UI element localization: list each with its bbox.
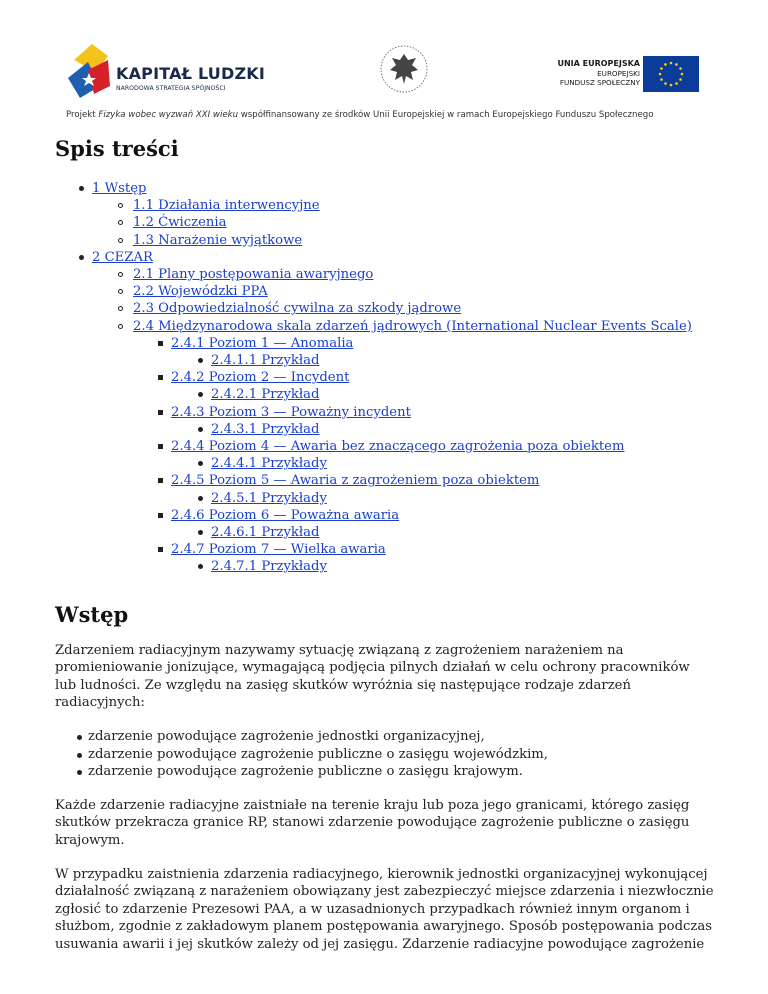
toc-item bbox=[55, 335, 715, 352]
bullet-icon bbox=[198, 530, 203, 535]
toc-link[interactable]: 2.4.6 Poziom 6 — Poważna awaria bbox=[171, 507, 400, 523]
event-type-list bbox=[55, 728, 715, 781]
toc-link[interactable]: 2.3 Odpowiedzialność cywilna za szkody jądrowe bbox=[133, 301, 462, 317]
eu-line-2: FUNDUSZ SPOŁECZNY bbox=[559, 78, 640, 87]
kapital-ludzki-title: KAPITAŁ LUDZKI bbox=[116, 64, 266, 83]
kapital-ludzki-subtitle: NARODOWA STRATEGIA SPÓJNOŚCI bbox=[116, 85, 226, 92]
toc-link[interactable]: 2.4.4 Poziom 4 — Awaria bez znaczącego zagrożenia poza obiektem bbox=[171, 439, 625, 455]
bullet-icon bbox=[79, 255, 84, 260]
bullet-icon bbox=[158, 547, 163, 552]
toc-link[interactable]: 1.3 Narażenie wyjątkowe bbox=[133, 232, 303, 248]
toc-link[interactable]: 1 Wstęp bbox=[92, 181, 147, 196]
toc-item bbox=[55, 197, 715, 214]
section-title: Wstęp bbox=[55, 601, 129, 627]
toc-link[interactable]: 2.4.7.1 Przykłady bbox=[211, 559, 327, 575]
toc-item bbox=[55, 249, 715, 266]
list-item-text: zdarzenie powodujące zagrożenie publiczne o zasięgu krajowym. bbox=[88, 764, 523, 780]
toc-item bbox=[55, 421, 715, 438]
paragraph-2: Każde zdarzenie radiacyjne zaistniałe na terenie kraju lub poza jego granicami, którego zasięg skutków przekracza granice RP, stanowi zdarzenie powodujące zagrożenie publiczne o zasięgu krajowym. bbox=[55, 797, 690, 849]
toc-item bbox=[55, 352, 715, 369]
toc-item bbox=[55, 455, 715, 472]
bullet-icon bbox=[118, 203, 123, 208]
project-suffix: współfinansowany ze środków Unii Europejskiej w ramach Europejskiego Funduszu Społecznego bbox=[238, 110, 654, 120]
toc-item bbox=[55, 232, 715, 249]
bullet-icon bbox=[118, 272, 123, 277]
eu-text-block bbox=[540, 58, 640, 87]
toc-link[interactable]: 2.4.2 Poziom 2 — Incydent bbox=[171, 370, 350, 386]
toc-link[interactable]: 2.1 Plany postępowania awaryjnego bbox=[133, 267, 374, 283]
table-of-contents bbox=[55, 180, 715, 576]
toc-item bbox=[55, 369, 715, 386]
toc-item bbox=[55, 541, 715, 558]
bullet-icon bbox=[198, 461, 203, 466]
list-item-text: zdarzenie powodujące zagrożenie publiczne o zasięgu wojewódzkim, bbox=[88, 746, 548, 762]
toc-link[interactable]: 2.4.7 Poziom 7 — Wielka awaria bbox=[171, 542, 386, 558]
bullet-icon bbox=[77, 735, 82, 740]
bullet-icon bbox=[77, 770, 82, 775]
toc-link[interactable]: 2.4.5.1 Przykłady bbox=[211, 490, 327, 506]
bullet-icon bbox=[118, 289, 123, 294]
toc-link[interactable]: 2.4.1.1 Przykład bbox=[211, 353, 320, 369]
page-header bbox=[0, 0, 768, 130]
bullet-icon bbox=[77, 753, 82, 758]
toc-link[interactable]: 2.4.3.1 Przykład bbox=[211, 421, 320, 437]
bullet-icon bbox=[198, 564, 203, 569]
bullet-icon bbox=[158, 478, 163, 483]
bullet-icon bbox=[158, 410, 163, 415]
bullet-icon bbox=[118, 238, 123, 243]
toc-item bbox=[55, 283, 715, 300]
bullet-icon bbox=[198, 496, 203, 501]
list-item-text: zdarzenie powodujące zagrożenie jednostki organizacyjnej, bbox=[88, 729, 485, 745]
bullet-icon bbox=[79, 186, 84, 191]
project-info-line bbox=[66, 110, 653, 120]
intro-paragraph: Zdarzeniem radiacyjnym nazywamy sytuację związaną z zagrożeniem narażeniem na promieniowanie jonizujące, wymagającą podjęcia pilnych działań w celu ochrony pracowników lub ludności. Ze względu na zasięg skutków wyróżnia się następujące rodzaje zdarzeń radiacyjnych: bbox=[55, 642, 690, 711]
eu-title: UNIA EUROPEJSKA bbox=[557, 59, 640, 68]
eu-flag-icon bbox=[643, 56, 699, 92]
toc-item bbox=[55, 438, 715, 455]
paragraph-3: W przypadku zaistnienia zdarzenia radiacyjnego, kierownik jednostki organizacyjnej wykonującej działalność związaną z narażeniem obowiązany jest zabezpieczyć miejsce zdarzenia i niezwłocznie zgłosić to zdarzenie Prezesowi PAA, a w uzasadnionych przypadkach również innym organom i służbom, zgodnie z zakładowym planem postępowania awaryjnego. Sposób postępowania podczas usuwania awarii i jej skutków zależy od jej zasięgu. Zdarzenie radiacyjne powodujące zagrożenie bbox=[55, 866, 714, 952]
toc-item bbox=[55, 180, 715, 197]
toc-item bbox=[55, 524, 715, 541]
bullet-icon bbox=[158, 375, 163, 380]
project-prefix: Projekt bbox=[66, 110, 99, 120]
list-item bbox=[55, 763, 715, 781]
toc-list bbox=[55, 180, 715, 576]
toc-link[interactable]: 2 CEZAR bbox=[92, 249, 153, 265]
bullet-icon bbox=[158, 444, 163, 449]
university-seal-icon bbox=[378, 40, 430, 98]
toc-item bbox=[55, 404, 715, 421]
main-content bbox=[55, 136, 715, 970]
toc-item bbox=[55, 558, 715, 575]
toc-link[interactable]: 1.2 Ćwiczenia bbox=[133, 215, 227, 231]
bullet-icon bbox=[198, 392, 203, 397]
toc-item bbox=[55, 507, 715, 524]
toc-link[interactable]: 2.4.3 Poziom 3 — Poważny incydent bbox=[171, 404, 411, 420]
eu-line-1: EUROPEJSKI bbox=[597, 69, 640, 78]
toc-link[interactable]: 2.4.4.1 Przykłady bbox=[211, 456, 327, 472]
bullet-icon bbox=[118, 306, 123, 311]
list-item bbox=[55, 746, 715, 764]
toc-item bbox=[55, 214, 715, 231]
toc-item bbox=[55, 266, 715, 283]
bullet-icon bbox=[158, 341, 163, 346]
bullet-icon bbox=[198, 358, 203, 363]
toc-link[interactable]: 2.4.5 Poziom 5 — Awaria z zagrożeniem poza obiektem bbox=[171, 473, 540, 489]
toc-link[interactable]: 2.4 Międzynarodowa skala zdarzeń jądrowych (International Nuclear Events Scale) bbox=[133, 318, 692, 334]
toc-item bbox=[55, 300, 715, 317]
toc-link[interactable]: 2.4.1 Poziom 1 — Anomalia bbox=[171, 335, 354, 351]
bullet-icon bbox=[198, 427, 203, 432]
project-title: Fizyka wobec wyzwań XXI wieku bbox=[98, 110, 239, 120]
toc-item bbox=[55, 490, 715, 507]
toc-item bbox=[55, 386, 715, 403]
toc-link[interactable]: 2.2 Wojewódzki PPA bbox=[133, 284, 268, 300]
list-item bbox=[55, 728, 715, 746]
bullet-icon bbox=[118, 324, 123, 329]
toc-link[interactable]: 2.4.6.1 Przykład bbox=[211, 525, 320, 541]
toc-link[interactable]: 2.4.2.1 Przykład bbox=[211, 387, 320, 403]
toc-item bbox=[55, 472, 715, 489]
bullet-icon bbox=[118, 220, 123, 225]
toc-link[interactable]: 1.1 Działania interwencyjne bbox=[133, 198, 320, 214]
toc-item bbox=[55, 318, 715, 335]
bullet-icon bbox=[158, 513, 163, 518]
toc-title: Spis treści bbox=[55, 136, 179, 161]
